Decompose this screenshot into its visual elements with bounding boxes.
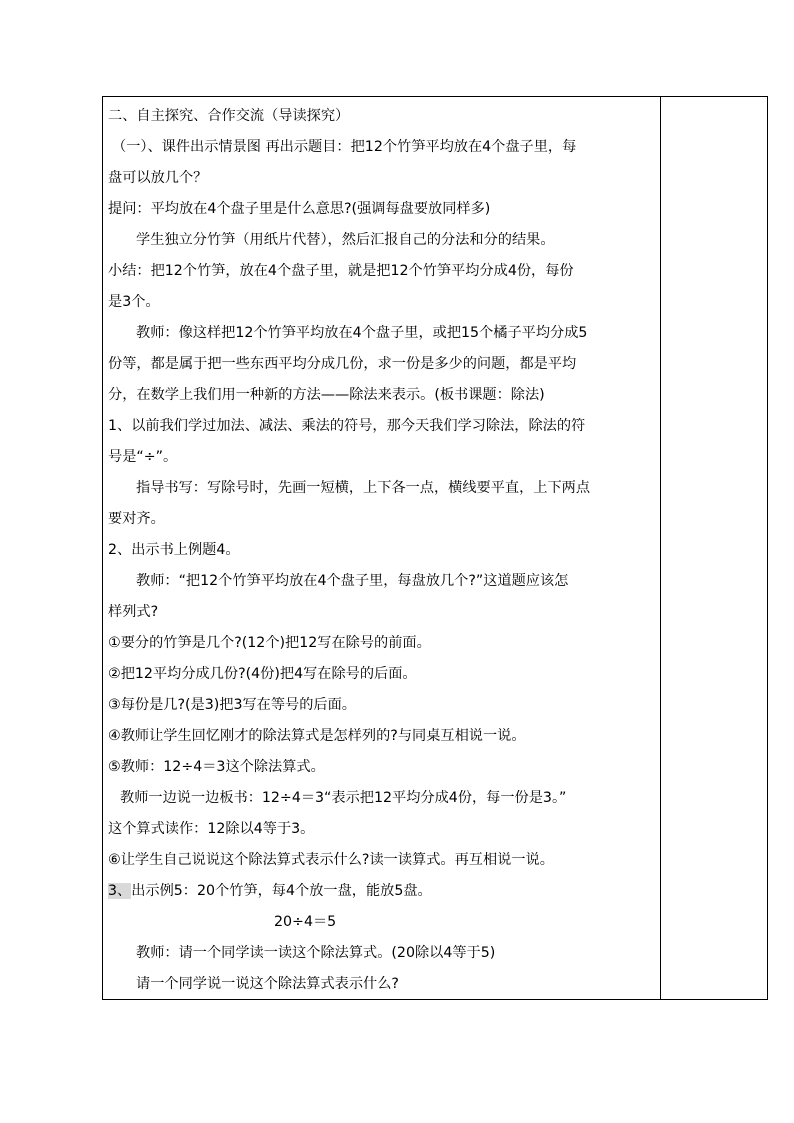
text-line: 指导书写：写除号时，先画一短横，上下各一点，横线要平直，上下两点 [136, 480, 591, 496]
text-line: 小结：把12个竹笋，放在4个盘子里，就是把12个竹笋平均分成4份，每份 [108, 263, 574, 279]
text-line: 请一个同学说一说这个除法算式表示什么? [136, 976, 399, 992]
text-line: （一）、课件出示情景图 再出示题目：把12个竹笋平均放在4个盘子里，每 [112, 139, 577, 155]
text-line: ③每份是几?(是3)把3写在等号的后面。 [108, 697, 356, 713]
text-line: 2、出示书上例题4。 [108, 542, 240, 558]
text-line: 盘可以放几个？ [108, 170, 208, 186]
text-line: 1、以前我们学过加法、减法、乘法的符号，那今天我们学习除法，除法的符 [108, 418, 586, 434]
text-line: 号是“÷”。 [108, 449, 178, 465]
text-line: 份等，都是属于把一些东西平均分成几份，求一份是多少的问题，都是平均 [108, 356, 577, 372]
text-line: ④教师让学生回忆刚才的除法算式是怎样列的?与同桌互相说一说。 [108, 728, 526, 744]
notes-cell [661, 97, 767, 999]
lesson-table [102, 96, 768, 1000]
text-line: 这个算式读作：12除以4等于3。 [108, 821, 315, 837]
text-line: 教师：像这样把12个竹笋平均放在4个盘子里，或把15个橘子平均分成5 [136, 325, 588, 341]
highlighted-number: 3、 [108, 883, 132, 899]
text-line: ⑥让学生自己说说这个除法算式表示什么?读一读算式。再互相说一说。 [108, 852, 554, 868]
text-span: 出示例5：20个竹笋，每4个放一盘，能放5盘。 [131, 883, 432, 899]
text-line: ⑤教师：12÷4＝3这个除法算式。 [108, 759, 325, 775]
text-line: 分，在数学上我们用一种新的方法——除法来表示。(板书课题：除法) [108, 387, 545, 403]
text-line: 教师：请一个同学读一读这个除法算式。(20除以4等于5) [136, 945, 496, 961]
text-line: 教师一边说一边板书：12÷4＝3“表示把12平均分成4份，每一份是3。” [120, 790, 567, 806]
text-line: 样列式? [108, 604, 159, 620]
lesson-content-cell [103, 97, 660, 999]
section-heading: 二、自主探究、合作交流（导读探究） [108, 108, 350, 124]
text-line: 学生独立分竹笋（用纸片代替），然后汇报自己的分法和分的结果。 [136, 232, 555, 248]
text-line: ②把12平均分成几份?(4份)把4写在除号的后面。 [108, 666, 417, 682]
formula-line: 20÷4＝5 [274, 914, 337, 930]
text-line: 教师：“把12个竹笋平均放在4个盘子里，每盘放几个?”这道题应该怎 [136, 573, 569, 589]
text-line [108, 876, 654, 907]
text-line: ①要分的竹笋是几个?(12个)把12写在除号的前面。 [108, 635, 431, 651]
text-line: 是3个。 [108, 294, 160, 310]
text-line: 提问：平均放在4个盘子里是什么意思?(强调每盘要放同样多) [108, 201, 491, 217]
text-line: 要对齐。 [108, 511, 165, 527]
